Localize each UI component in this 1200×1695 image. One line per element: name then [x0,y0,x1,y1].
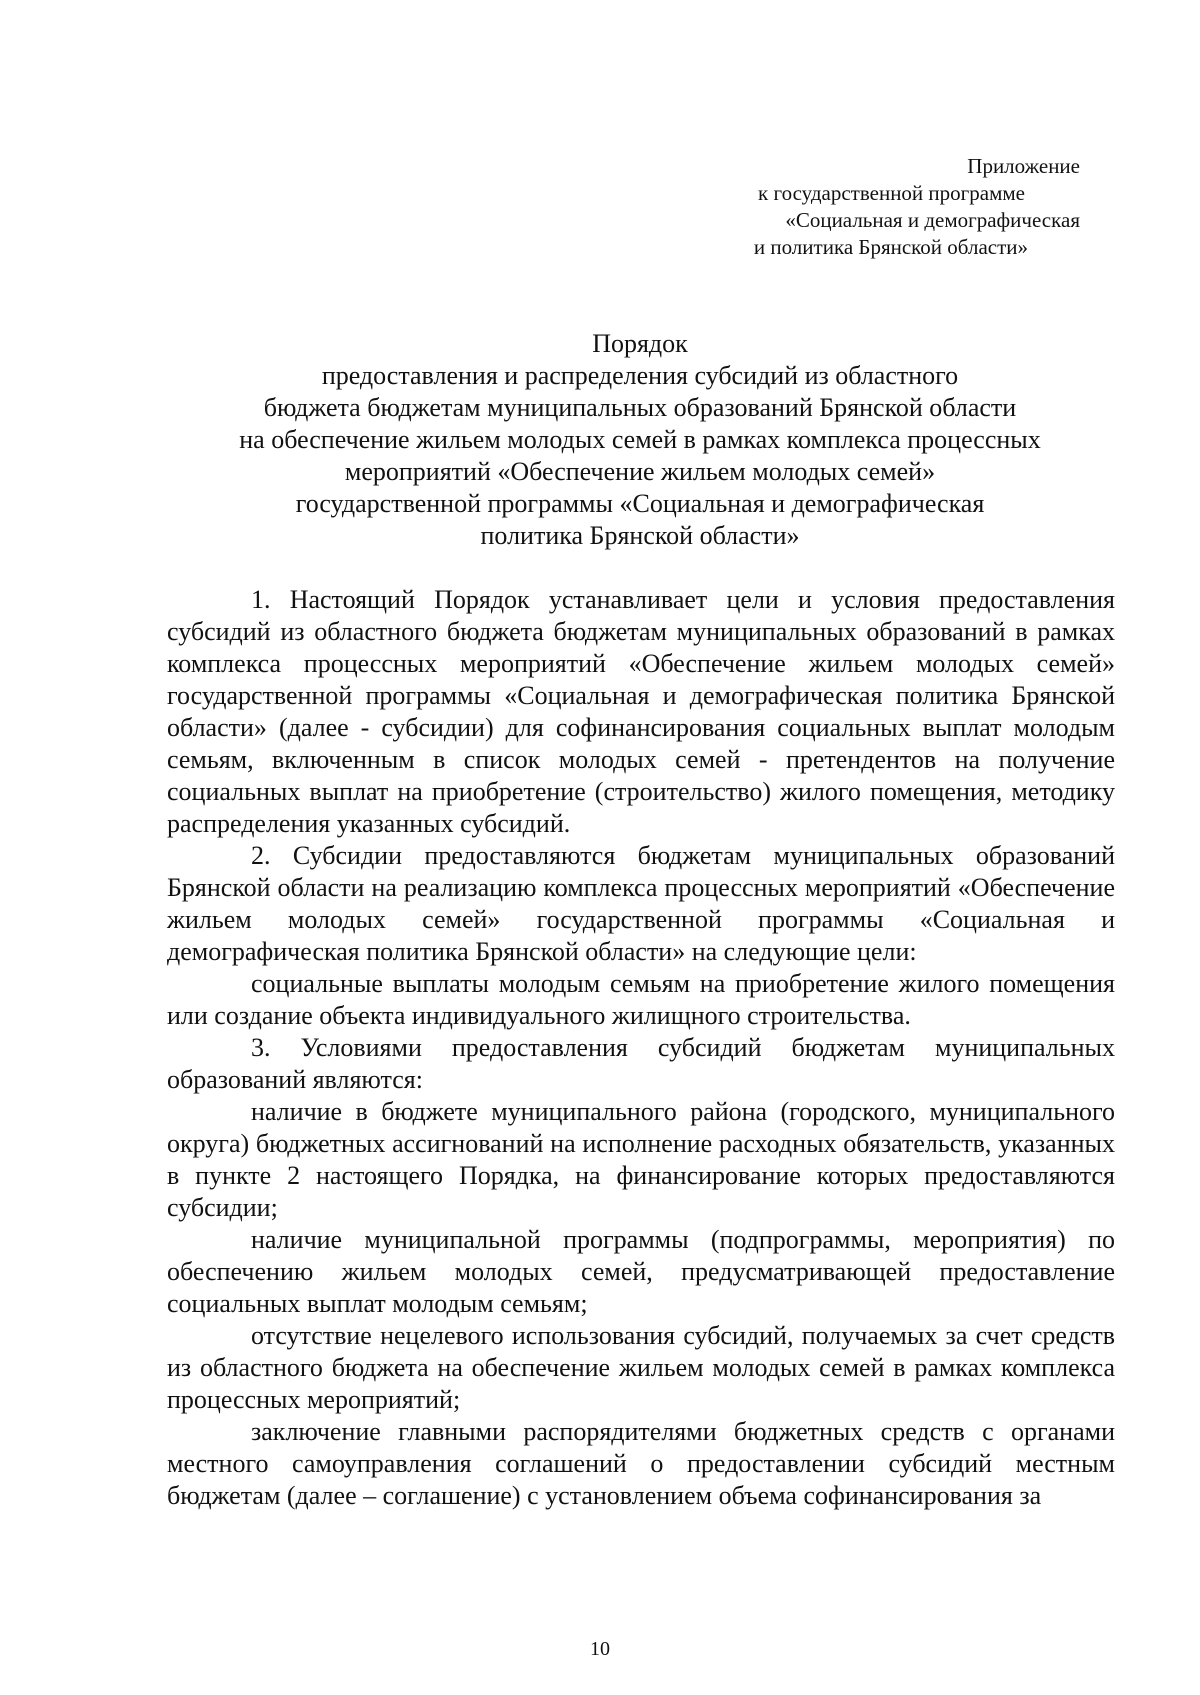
paragraph-5: наличие в бюджете муниципального района (городского, муниципального округа) бюджетных ассигнований на исполнение расходных обязательств, указанных в пункте 2 настоящего Порядка, на финансирование которых предоставляются субсидии; [167,1097,1115,1222]
paragraph-2: 2. Субсидии предоставляются бюджетам муниципальных образований Брянской области на реализацию комплекса процессных мероприятий «Обеспечение жильем молодых семей» государственной программы «Социальная и демографическая политика Брянской области» на следующие цели: [167,841,1115,966]
title-line-2: бюджета бюджетам муниципальных образований Брянской области [263,393,1017,422]
title-line-4: мероприятий «Обеспечение жильем молодых семей» [344,457,936,486]
paragraph-1: 1. Настоящий Порядок устанавливает цели и условия предоставления субсидий из областного бюджета бюджетам муниципальных образований в рамках комплекса процессных мероприятий «Обеспечение жильем молодых семей» государственной программы «Социальная и демографическая политика Брянской области» (далее - субсидии) для софинансирования социальных выплат молодым семьям, включенным в список молодых семей - претендентов на получение социальных выплат на приобретение (строительство) жилого помещения, методику распределения указанных субсидий. [167,585,1115,838]
paragraph-6: наличие муниципальной программы (подпрограммы, мероприятия) по обеспечению жильем молодых семей, предусматривающей предоставление социальных выплат молодым семьям; [167,1225,1115,1318]
appendix-note [650,153,1080,261]
title-line-5: государственной программы «Социальная и демографическая [295,489,985,518]
document-body [167,584,1115,1512]
title-heading: Порядок [592,329,688,358]
paragraph-8: заключение главными распорядителями бюджетных средств с органами местного самоуправления соглашений о предоставлении субсидий местным бюджетам (далее – соглашение) с установлением объема софинансирования за [167,1417,1115,1510]
page-number: 10 [590,1638,610,1660]
appendix-line-4: и политика Брянской области» [753,235,1028,259]
appendix-line-1: Приложение [967,154,1080,178]
document-title [160,328,1120,552]
paragraph-7: отсутствие нецелевого использования субсидий, получаемых за счет средств из областного бюджета на обеспечение жильем молодых семей в рамках комплекса процессных мероприятий; [167,1321,1115,1414]
title-line-3: на обеспечение жильем молодых семей в рамках комплекса процессных [239,425,1041,454]
appendix-line-3: «Социальная и демографическая [785,208,1080,232]
paragraph-4: 3. Условиями предоставления субсидий бюджетам муниципальных образований являются: [167,1033,1115,1094]
paragraph-3: социальные выплаты молодым семьям на приобретение жилого помещения или создание объекта индивидуального жилищного строительства. [167,969,1115,1030]
title-line-1: предоставления и распределения субсидий из областного [321,361,959,390]
title-line-6: политика Брянской области» [480,521,800,550]
appendix-line-2: к государственной программе [758,181,1025,205]
